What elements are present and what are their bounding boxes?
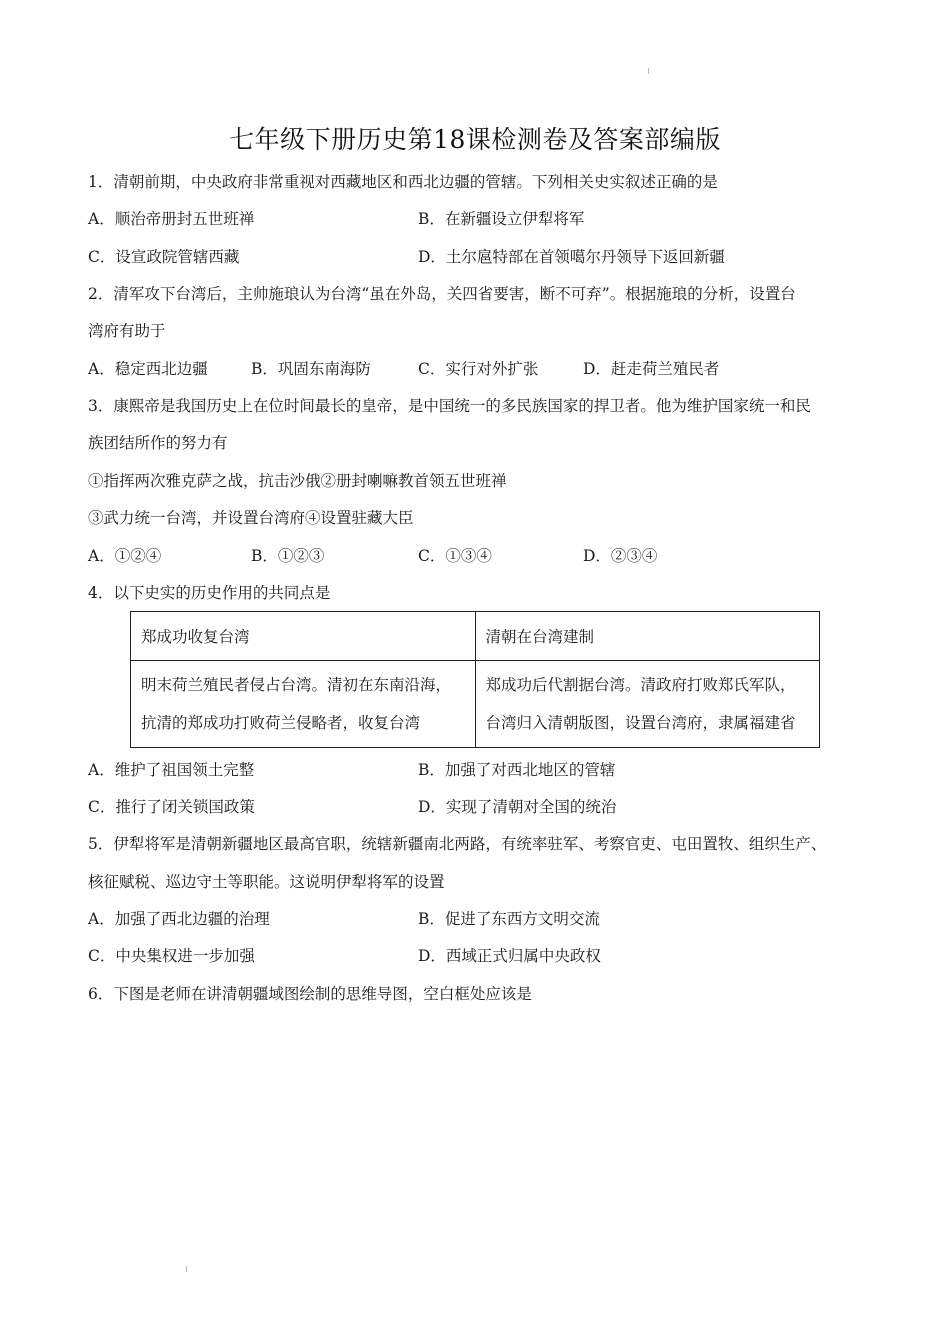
page-mark (186, 1266, 187, 1272)
question-1-option-b: B．在新疆设立伊犁将军 (418, 210, 585, 228)
table-row (131, 661, 820, 748)
page-mark (648, 68, 649, 74)
question-2-stem-line-2: 湾府有助于 (88, 322, 166, 340)
question-4-option-d: D．实现了清朝对全国的统治 (418, 798, 617, 816)
question-2-option-b: B．巩固东南海防 (251, 360, 371, 378)
comparison-table (130, 611, 820, 748)
question-5-option-c: C．中央集权进一步加强 (88, 947, 255, 965)
question-1-stem: 1．清朝前期，中央政府非常重视对西藏地区和西北边疆的管辖。下列相关史实叙述正确的是 (88, 173, 718, 191)
question-3-stem-line-1: 3．康熙帝是我国历史上在位时间最长的皇帝，是中国统一的多民族国家的捍卫者。他为维护国家统一和民 (88, 397, 811, 415)
question-1-option-c: C．设宣政院管辖西藏 (88, 248, 240, 266)
question-2-option-d: D．赶走荷兰殖民者 (583, 360, 720, 378)
question-5-option-b: B．促进了东西方文明交流 (418, 910, 600, 928)
question-3-option-a: A．①②④ (88, 547, 162, 565)
table-row (131, 612, 820, 661)
question-6-stem: 6．下图是老师在讲清朝疆域图绘制的思维导图，空白框处应该是 (88, 985, 532, 1003)
question-2-stem-line-1: 2．清军攻下台湾后，主帅施琅认为台湾“虽在外岛，关四省要害，断不可弃”。根据施琅的分析，设置台 (88, 285, 796, 303)
question-3-option-c: C．①③④ (418, 547, 492, 565)
question-3-option-d: D．②③④ (583, 547, 658, 565)
question-5-stem-line-1: 5．伊犁将军是清朝新疆地区最高官职，统辖新疆南北两路，有统率驻军、考察官吏、屯田置牧、组织生产、 (88, 835, 827, 853)
question-4-option-a: A．维护了祖国领土完整 (88, 761, 255, 779)
question-4-option-b: B．加强了对西北地区的管辖 (418, 761, 616, 779)
question-1-option-d: D．土尔扈特部在首领噶尔丹领导下返回新疆 (418, 248, 725, 266)
table-header-left: 郑成功收复台湾 (131, 612, 476, 661)
question-2-option-c: C．实行对外扩张 (418, 360, 539, 378)
table-cell-left (131, 661, 476, 748)
question-2-option-a: A．稳定西北边疆 (88, 360, 208, 378)
question-5-option-d: D．西域正式归属中央政权 (418, 947, 601, 965)
table-cell-right-line-1: 郑成功后代割据台湾。清政府打败郑氏军队， (485, 676, 796, 694)
table-cell-left-line-1: 明末荷兰殖民者侵占台湾。清初在东南沿海， (141, 676, 452, 694)
table-cell-left-line-2: 抗清的郑成功打败荷兰侵略者，收复台湾 (141, 714, 421, 732)
table-cell-right (475, 661, 820, 748)
question-3-statements-1: ①指挥两次雅克萨之战，抗击沙俄②册封喇嘛教首领五世班禅 (88, 472, 507, 490)
question-1-option-a: A．顺治帝册封五世班禅 (88, 210, 255, 228)
page-title: 七年级下册历史第18课检测卷及答案部编版 (229, 125, 721, 154)
question-4-option-c: C．推行了闭关锁国政策 (88, 798, 255, 816)
table-header-right: 清朝在台湾建制 (475, 612, 820, 661)
question-3-statements-2: ③武力统一台湾，并设置台湾府④设置驻藏大臣 (88, 509, 414, 527)
question-4-stem: 4．以下史实的历史作用的共同点是 (88, 584, 331, 602)
question-3-option-b: B．①②③ (251, 547, 325, 565)
table-cell-right-line-2: 台湾归入清朝版图，设置台湾府，隶属福建省 (485, 714, 796, 732)
question-5-stem-line-2: 核征赋税、巡边守土等职能。这说明伊犁将军的设置 (88, 873, 445, 891)
question-5-option-a: A．加强了西北边疆的治理 (88, 910, 270, 928)
question-3-stem-line-2: 族团结所作的努力有 (88, 434, 228, 452)
